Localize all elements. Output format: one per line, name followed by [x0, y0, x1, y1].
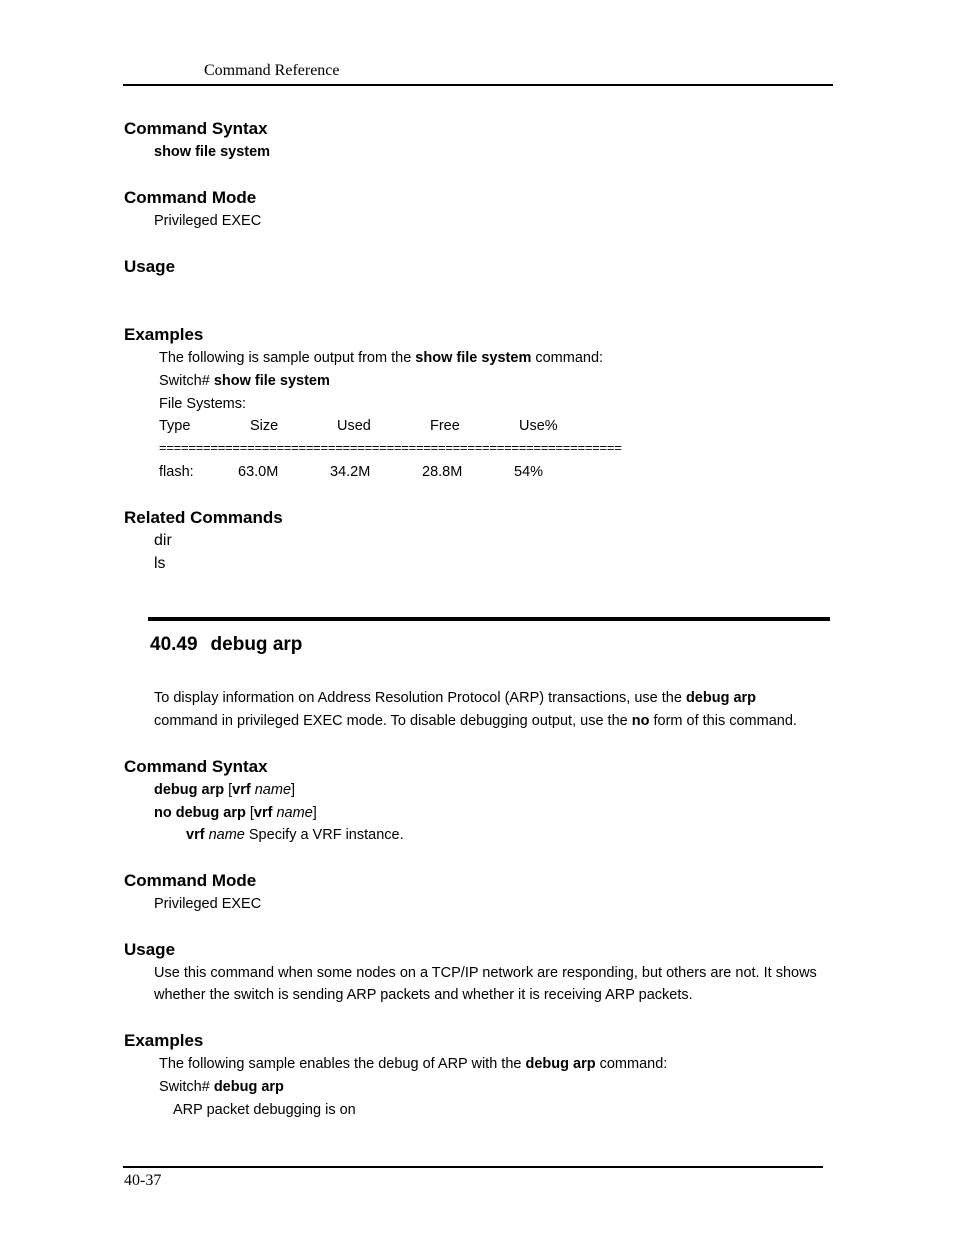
table-cell-used: 34.2M	[330, 464, 371, 480]
example2-intro-pre: The following sample enables the debug of ARP with the	[159, 1056, 526, 1072]
related-commands-heading: Related Commands	[124, 508, 283, 527]
usage-heading: Usage	[124, 257, 176, 276]
section-rule	[148, 617, 830, 621]
param-arg: name	[208, 827, 245, 843]
command-mode-2: Privileged EXEC	[154, 896, 262, 912]
table-cell-type: flash:	[159, 464, 194, 480]
table-header-use-pct: Use%	[519, 418, 558, 434]
bracket-open: [	[245, 805, 254, 821]
section-title	[150, 634, 302, 656]
page-number: 40-37	[124, 1172, 162, 1189]
example-intro-2	[159, 1056, 667, 1072]
examples-heading-2: Examples	[124, 1031, 204, 1050]
table-header-used: Used	[337, 418, 371, 434]
prompt-command-2: debug arp	[213, 1079, 284, 1095]
example2-intro-cmd: debug arp	[525, 1056, 596, 1072]
description-line-1	[154, 690, 756, 706]
desc1-pre: To display information on Address Resolution Protocol (ARP) transactions, use the	[154, 690, 686, 706]
usage-line-2: whether the switch is sending ARP packets and whether it is receiving ARP packets.	[154, 987, 693, 1003]
desc2-post: form of this command.	[649, 713, 797, 729]
command-syntax-heading: Command Syntax	[124, 119, 268, 138]
related-command-ls: ls	[154, 555, 166, 572]
table-header-type: Type	[159, 418, 191, 434]
running-header: Command Reference	[204, 62, 340, 79]
example-intro-pre: The following is sample output from the	[159, 350, 416, 366]
desc2-pre: command in privileged EXEC mode. To disable debugging output, use the	[154, 713, 632, 729]
example-intro-cmd: show file system	[415, 350, 532, 366]
param-keyword: vrf	[186, 827, 205, 843]
syntax-line-1	[154, 782, 295, 798]
command-mode-heading: Command Mode	[124, 188, 257, 207]
vrf-arg: name	[254, 782, 292, 798]
table-cell-use-pct: 54%	[514, 464, 544, 480]
vrf-keyword: vrf	[253, 805, 273, 821]
command-mode: Privileged EXEC	[154, 213, 262, 229]
section-number: 40.49	[150, 634, 198, 655]
vrf-keyword: vrf	[232, 782, 251, 798]
table-separator: ===============================================================	[159, 440, 622, 455]
prompt-text: Switch#	[159, 373, 214, 389]
table-header-free: Free	[430, 418, 460, 434]
bracket-close: ]	[291, 782, 296, 798]
header-rule	[123, 84, 833, 86]
related-command-dir: dir	[154, 532, 172, 549]
command-syntax-heading-2: Command Syntax	[124, 757, 268, 776]
example-intro-post: command:	[531, 350, 604, 366]
example-intro	[159, 350, 603, 366]
param-desc: Specify a VRF instance.	[248, 827, 404, 843]
file-systems-label: File Systems:	[159, 396, 247, 412]
desc2-no: no	[631, 713, 650, 729]
table-header-size: Size	[250, 418, 279, 434]
example2-intro-post: command:	[595, 1056, 668, 1072]
parameter-vrf	[186, 827, 404, 843]
example-output: ARP packet debugging is on	[173, 1102, 356, 1118]
command-mode-heading-2: Command Mode	[124, 871, 257, 890]
examples-heading: Examples	[124, 325, 204, 344]
footer-rule	[123, 1166, 823, 1168]
description-line-2	[154, 713, 797, 729]
table-cell-size: 63.0M	[238, 464, 279, 480]
desc1-cmd: debug arp	[685, 690, 757, 706]
prompt-text-2: Switch#	[159, 1079, 214, 1095]
bracket-close: ]	[312, 805, 317, 821]
table-cell-free: 28.8M	[422, 464, 463, 480]
syntax-line-2	[154, 805, 317, 821]
example-prompt	[159, 373, 330, 389]
syntax2-cmd: no debug arp	[154, 805, 246, 821]
bracket-open: [	[224, 782, 233, 798]
syntax1-cmd: debug arp	[154, 782, 225, 798]
example-prompt-2	[159, 1079, 284, 1095]
usage-line-1: Use this command when some nodes on a TCP/IP network are responding, but others are not. It shows	[154, 965, 817, 981]
vrf-arg: name	[276, 805, 313, 821]
section-name: debug arp	[210, 634, 303, 655]
command-syntax: show file system	[154, 144, 271, 160]
usage-heading-2: Usage	[124, 940, 176, 959]
prompt-command: show file system	[213, 373, 330, 389]
